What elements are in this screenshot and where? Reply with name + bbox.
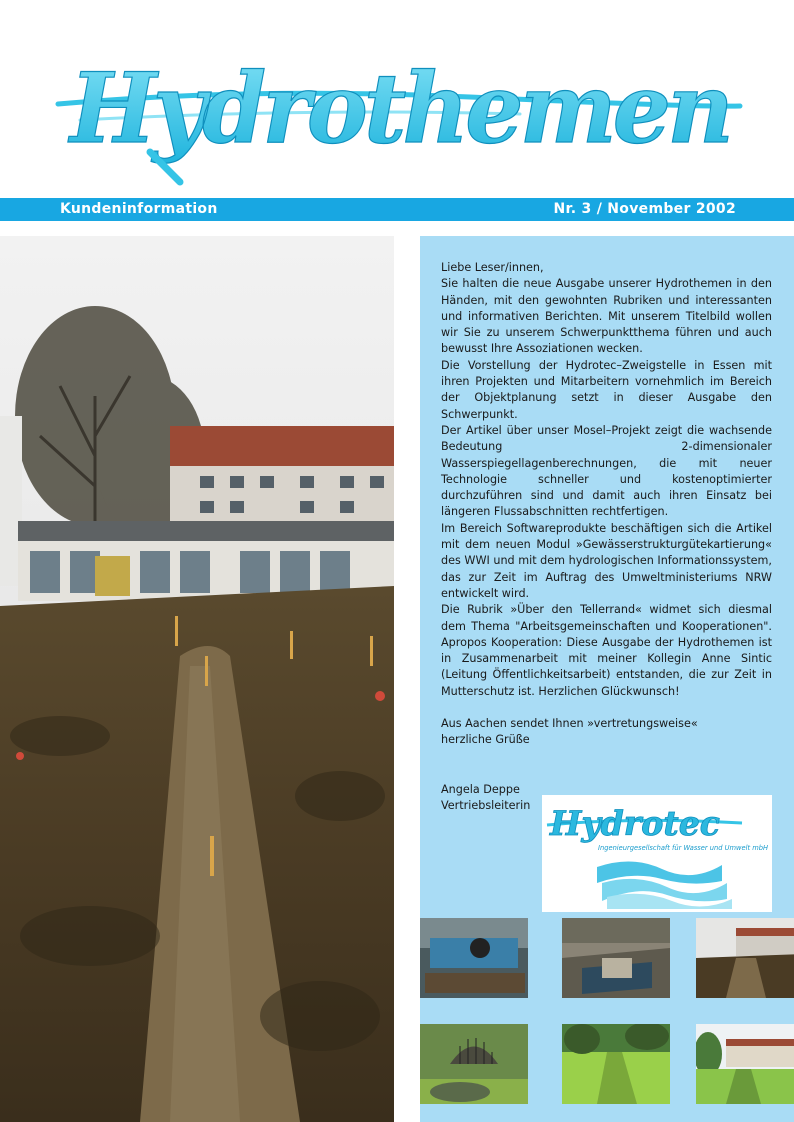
cover-photo [0, 236, 394, 1122]
editorial-panel [420, 236, 794, 1122]
thumbnail-photo-5 [562, 1024, 670, 1104]
thumbnail-photo-6 [696, 1024, 794, 1104]
thumbnail-photo-2 [562, 918, 670, 998]
letter-paragraph: Die Vorstellung der Hydrotec–Zweigstelle in Essen mit ihren Projekten und Mitarbeitern vornehmlich im Bereich der Objektplanung setzt in dieser Ausgabe den Schwerpunkt. [441, 358, 772, 421]
thumbnail-photo-3 [696, 918, 794, 998]
letter-paragraph: Im Bereich Softwareprodukte beschäftigen sich die Artikel mit dem neuen Modul »Gewässerstrukturgütekartierung« des WWI und mit dem hydrologischen Informationssystem, das zur Zeit im Auftrag des Umweltministeriums NRW entwickelt wird. [441, 521, 772, 600]
hydrotec-wordmark: Hydrotec [549, 804, 721, 844]
thumbnail-photo-4 [420, 1024, 528, 1104]
issue-number: Nr. 3 / November 2002 [553, 201, 736, 217]
hydrotec-tagline: Ingenieurgesellschaft für Wasser und Umwelt mbH [598, 843, 769, 852]
thumbnail-photo-1 [420, 918, 528, 998]
letter-closing: Aus Aachen sendet Ihnen »vertretungsweise« [441, 717, 698, 731]
letter-paragraph: Sie halten die neue Ausgabe unserer Hydrothemen in den Händen, mit den gewohnten Rubriken und interessanten und informativen Berichten. Mit unserem Titelbild wollen wir Sie zu unserem Schwerpunktthema führen und auch bewusst Ihre Assoziationen wecken. [441, 277, 772, 356]
logo-wordmark: Hydrothemen [67, 52, 730, 165]
letter-paragraph: Die Rubrik »Über den Tellerrand« widmet sich diesmal dem Thema "Arbeitsgemeinschaften und Kooperationen". Apropos Kooperation: Diese Ausgabe der Hydrothemen ist in Zusammenarbeit mit meiner Kollegin Anne Sintic (Leitung Öffentlichkeitsarbeit) entstanden, die zur Zeit in Mutterschutz ist. Herzlichen Glückwunsch! [441, 603, 772, 698]
editorial-letter [441, 260, 772, 814]
signature-title: Vertriebsleiterin [441, 798, 531, 812]
banner-label-left: Kundeninformation [60, 201, 218, 217]
letter-paragraph: Der Artikel über unser Mosel–Projekt zeigt die wachsende Bedeutung 2-dimensionaler Wasserspiegellagenberechnungen, die mit neuer Technologie schneller und kostenoptimierter durchzuführen sind und damit auch ihren Einsatz bei längeren Flussabschnitten rechtfertigen. [441, 423, 772, 519]
header-banner [0, 198, 794, 221]
signature-name: Angela Deppe [441, 782, 520, 796]
letter-salutation: Liebe Leser/innen, [441, 261, 544, 274]
letter-greeting: herzliche Grüße [441, 733, 530, 747]
hydrothemen-logo [50, 42, 750, 192]
hydrotec-logo [542, 795, 772, 912]
